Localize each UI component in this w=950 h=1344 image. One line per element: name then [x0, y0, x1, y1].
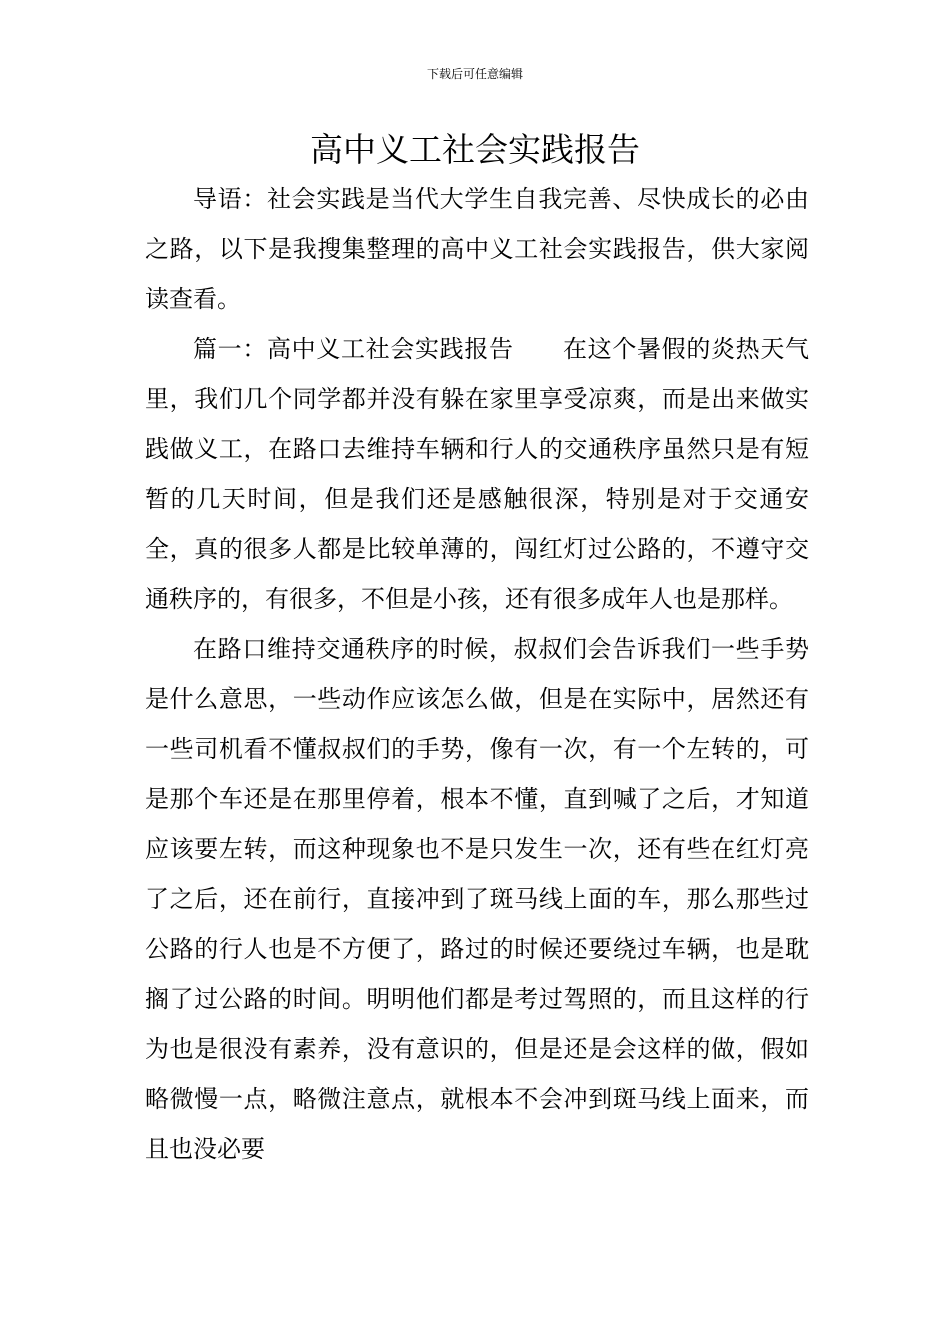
- paragraph-intro: 导语：社会实践是当代大学生自我完善、尽快成长的必由之路，以下是我搜集整理的高中义工社会实践报告，供大家阅读查看。: [145, 185, 809, 313]
- paragraph-traffic: 在路口维持交通秩序的时候，叔叔们会告诉我们一些手势是什么意思，一些动作应该怎么做，但是在实际中，居然还有一些司机看不懂叔叔们的手势，像有一次，有一个左转的，可是那个车还是在那里停着，根本不懂，直到喊了之后，才知道应该要左转，而这种现象也不是只发生一次，还有些在红灯亮了之后，还在前行，直接冲到了斑马线上面的车，那么那些过公路的行人也是不方便了，路过的时候还要绕过车辆，也是耽搁了过公路的时间。明明他们都是考过驾照的，而且这样的行为也是很没有素养，没有意识的，但是还是会这样的做，假如略微慢一点，略微注意点，就根本不会冲到斑马线上面来，而且也没必要: [145, 635, 809, 1163]
- document-title: 高中义工社会实践报告: [310, 130, 640, 169]
- paragraph-part-one: 篇一：高中义工社会实践报告 在这个暑假的炎热天气里，我们几个同学都并没有躲在家里享受凉爽，而是出来做实践做义工，在路口去维持车辆和行人的交通秩序虽然只是有短暂的几天时间，但是我们还是感触很深，特别是对于交通安全，真的很多人都是比较单薄的，闯红灯过公路的，不遵守交通秩序的，有很多，不但是小孩，还有很多成年人也是那样。: [145, 335, 809, 613]
- header-note: 下载后可任意编辑: [426, 67, 523, 81]
- document-body: [145, 174, 809, 1174]
